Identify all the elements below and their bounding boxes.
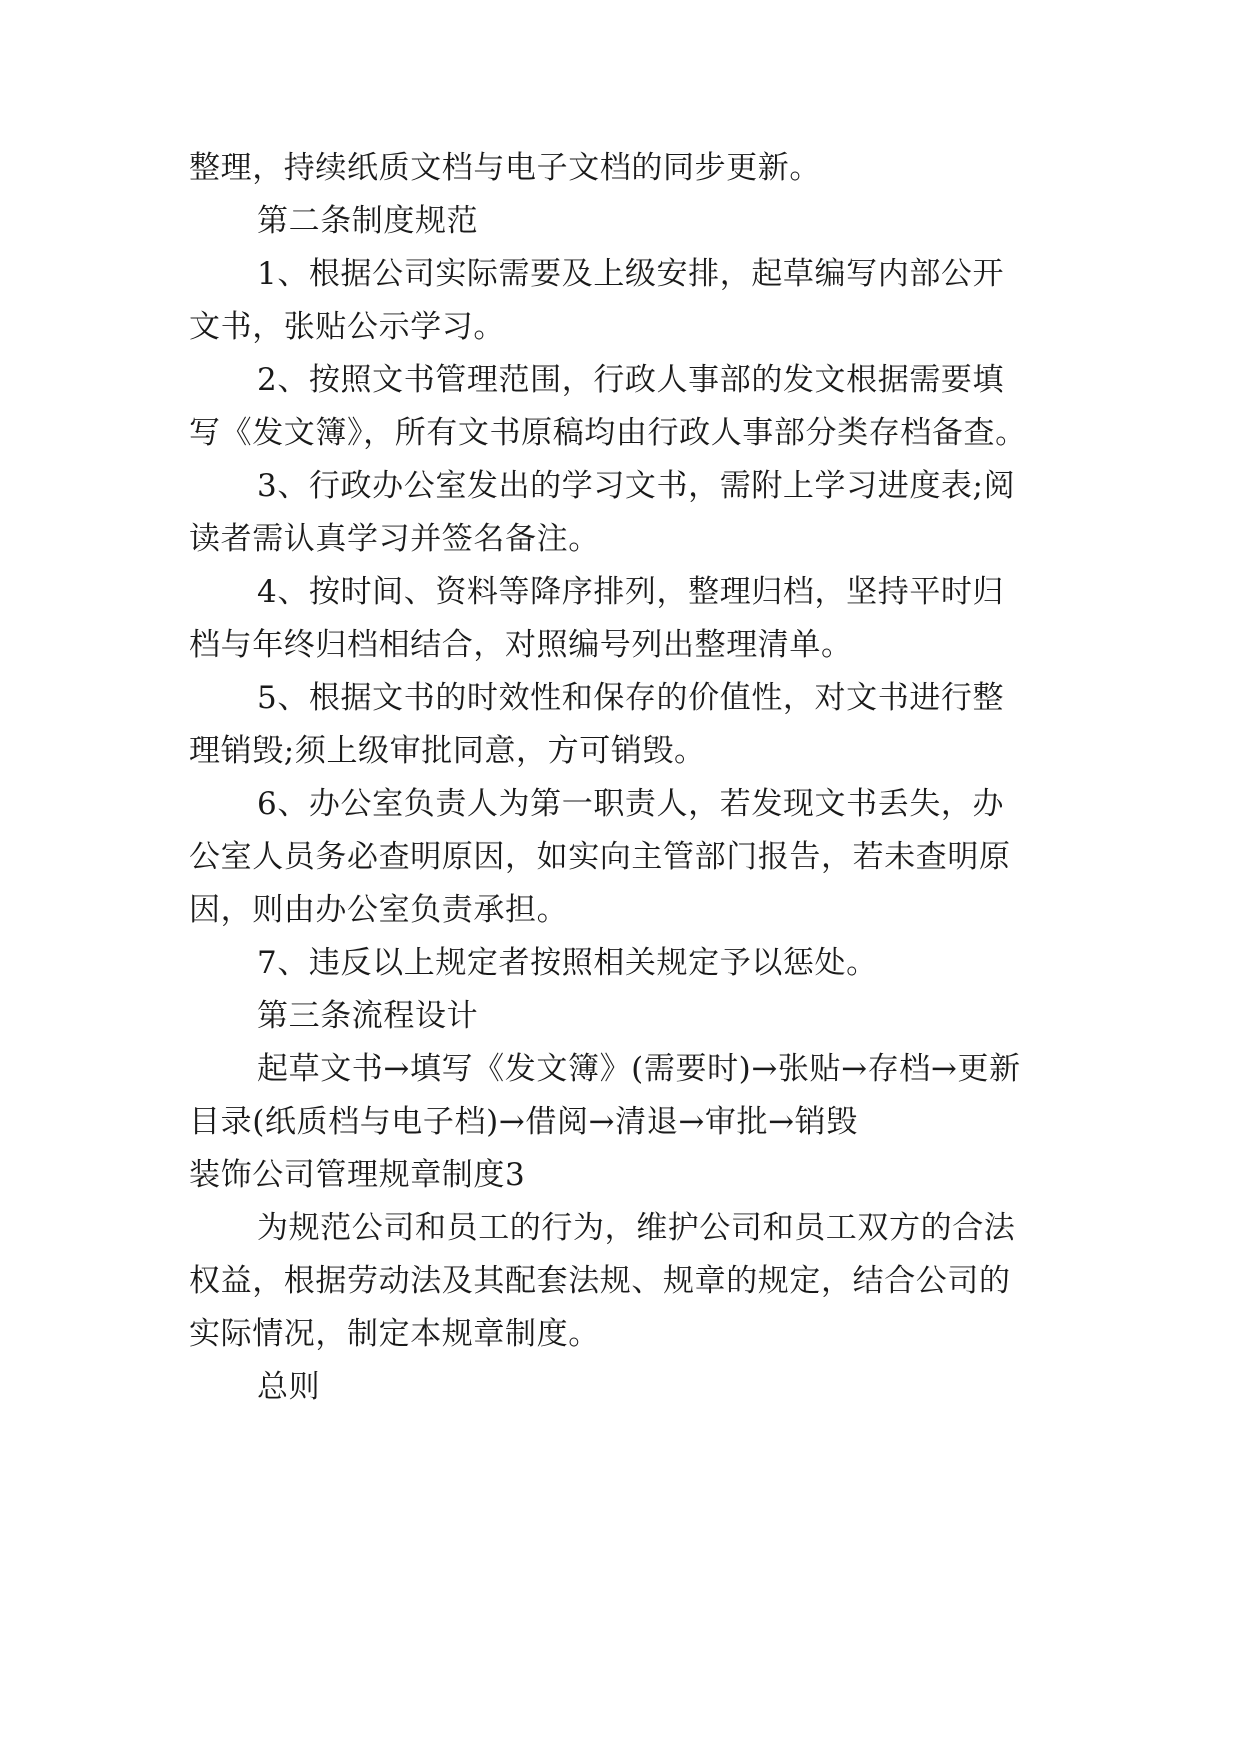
text-line: 目录(纸质档与电子档)→借阅→清退→审批→销毁 xyxy=(189,1104,858,1140)
text-line: 写《发文簿》，所有文书原稿均由行政人事部分类存档备查。 xyxy=(189,415,1027,451)
text-line: 7、违反以上规定者按照相关规定予以惩处。 xyxy=(257,945,878,981)
text-line: 1、根据公司实际需要及上级安排，起草编写内部公开 xyxy=(257,256,1005,292)
section-heading: 总则 xyxy=(257,1369,321,1405)
text-line: 6、办公室负责人为第一职责人，若发现文书丢失，办 xyxy=(257,786,1005,822)
text-line: 公室人员务必查明原因，如实向主管部门报告，若未查明原 xyxy=(189,839,1011,875)
section-heading: 第二条制度规范 xyxy=(257,203,479,239)
section-heading: 第三条流程设计 xyxy=(257,998,479,1034)
text-line: 档与年终归档相结合，对照编号列出整理清单。 xyxy=(189,627,853,663)
document-title: 装饰公司管理规章制度3 xyxy=(189,1157,526,1193)
text-line: 因，则由办公室负责承担。 xyxy=(189,892,569,928)
text-line: 整理，持续纸质文档与电子文档的同步更新。 xyxy=(189,150,821,186)
text-line: 2、按照文书管理范围，行政人事部的发文根据需要填 xyxy=(257,362,1005,398)
text-line: 3、行政办公室发出的学习文书，需附上学习进度表;阅 xyxy=(257,468,1016,504)
text-line: 起草文书→填写《发文簿》(需要时)→张贴→存档→更新 xyxy=(257,1051,1021,1087)
text-line: 为规范公司和员工的行为，维护公司和员工双方的合法 xyxy=(257,1210,1016,1246)
text-line: 读者需认真学习并签名备注。 xyxy=(189,521,600,557)
text-line: 理销毁;须上级审批同意，方可销毁。 xyxy=(189,733,706,769)
text-line: 4、按时间、资料等降序排列，整理归档，坚持平时归 xyxy=(257,574,1005,610)
text-line: 实际情况，制定本规章制度。 xyxy=(189,1316,600,1352)
text-line: 文书，张贴公示学习。 xyxy=(189,309,505,345)
text-line: 5、根据文书的时效性和保存的价值性，对文书进行整 xyxy=(257,680,1005,716)
text-line: 权益，根据劳动法及其配套法规、规章的规定，结合公司的 xyxy=(189,1263,1011,1299)
